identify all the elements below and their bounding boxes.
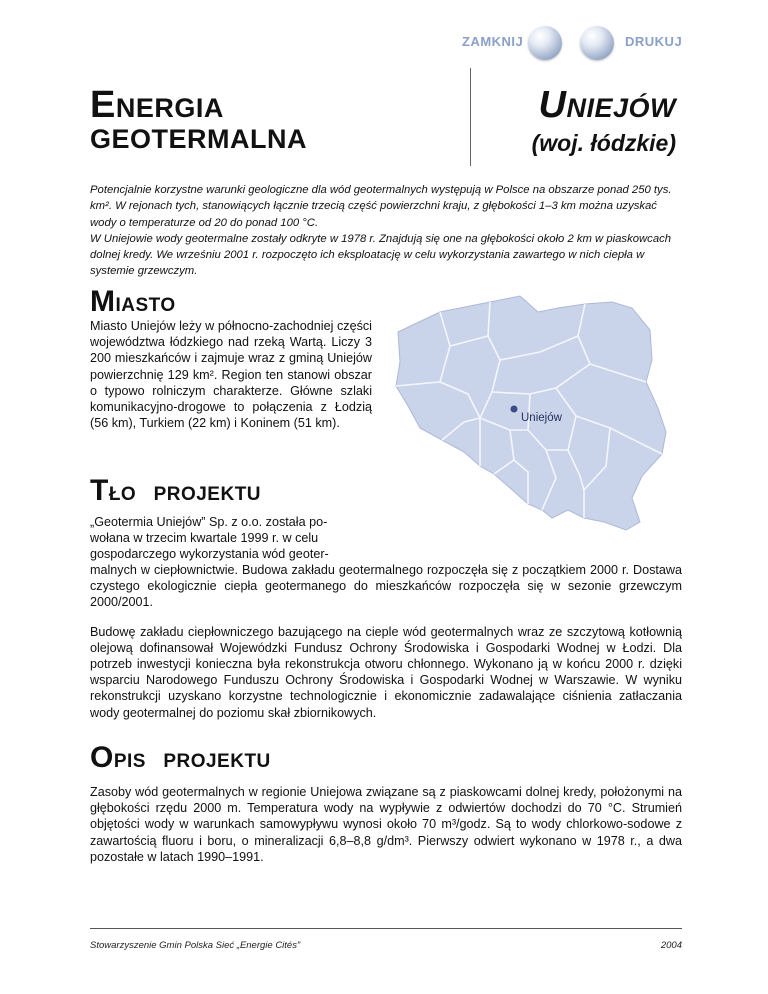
miasto-section bbox=[90, 318, 372, 431]
intro-paragraph-2: W Uniejowie wody geotermalne zostały odkryte w 1978 r. Znajdują się one na głębokości około 2 km w piaskowcach dolnej kredy. We wrześniu 2001 r. rozpoczęto ich eksploatację w celu wykorzystania zawartego w nich ciepła w systemie grzewczym. bbox=[90, 232, 672, 278]
title-initial: E bbox=[90, 84, 116, 126]
location-rest: NIEJÓW bbox=[566, 93, 676, 123]
uniejow-map-label: Uniejów bbox=[521, 412, 562, 424]
poland-map bbox=[380, 290, 690, 560]
close-button[interactable]: ZAMKNIJ bbox=[462, 34, 524, 49]
location-title bbox=[539, 84, 676, 127]
tlo-section bbox=[90, 562, 682, 721]
tlo-line-2: wołana w trzecim kwartale 1999 r. w celu bbox=[90, 531, 319, 546]
heading-rest: PIS bbox=[113, 751, 146, 772]
heading-word2: PROJEKTU bbox=[153, 484, 262, 505]
heading-initial: O bbox=[90, 741, 114, 774]
section-heading-miasto bbox=[90, 285, 176, 319]
title-rest: NERGIA bbox=[115, 93, 224, 123]
close-orb-icon[interactable] bbox=[528, 26, 562, 60]
miasto-paragraph: Miasto Uniejów leży w północno-zachodniej części województwa łódzkiego nad rzeką Wartą. Liczy 3 200 mieszkańców i zajmuje wraz z gminą Uniejów powierzchnię 129 km². Region ten stanowi obszar o typowo rolniczym charakterze. Główne szlaki komunikacyjno-drogowe to połączenia z Łodzią (56 km), Turkiem (22 km) i Koninem (51 km). bbox=[90, 319, 372, 431]
section-heading-tlo bbox=[90, 474, 261, 508]
heading-word2: PROJEKTU bbox=[163, 751, 271, 772]
footer-publisher: Stowarzyszenie Gmin Polska Sieć „Energie Cités” bbox=[90, 940, 301, 951]
tlo-paragraph-1-rest: malnych w ciepłownictwie. Budowa zakładu geotermalnego rozpoczęła się z początkiem 2000 r. Dostawa czystego ekologicznie ciepła geotermanego do mieszkańców rozpoczęła się w sezonie grzewczym 2000/2001. bbox=[90, 563, 682, 610]
tlo-line-3: gospodarczego wykorzystania wód geoter- bbox=[90, 547, 329, 562]
intro-section bbox=[90, 182, 682, 280]
tlo-first-lines bbox=[90, 514, 380, 563]
uniejow-marker-icon bbox=[511, 406, 518, 413]
opis-section bbox=[90, 784, 682, 865]
heading-rest: ŁO bbox=[108, 484, 137, 505]
footer-rule bbox=[90, 928, 682, 929]
location-initial: U bbox=[538, 84, 567, 126]
heading-rest: IASTO bbox=[115, 295, 176, 316]
section-heading-opis bbox=[90, 741, 271, 775]
heading-initial: T bbox=[90, 474, 109, 507]
tlo-paragraph-2: Budowę zakładu ciepłowniczego bazującego na cieple wód geotermalnych wraz ze szczytową kotłownią olejową dofinansował Wojewódzki Fundusz Ochrony Środowiska i Gospodarki Wodnej w Łodzi. Dla potrzeb inwestycji konieczna była rekonstrukcja otworu chłonnego. Wykonano ją w końcu 2000 r. dzięki wsparciu Narodowego Funduszu Ochrony Środowiska i Gospodarki Wodnej w Warszawie. W wyniku rekonstrukcji uzyskano korzystne technologicznie i ekonomicznie zadawalające ciśnienia zatłaczania wody geotermalnej do poziomu skał zbiornikowych. bbox=[90, 624, 682, 720]
page-subtitle: GEOTERMALNA bbox=[90, 124, 307, 154]
intro-paragraph-1: Potencjalnie korzystne warunki geologiczne dla wód geotermalnych występują w Polsce na obszarze ponad 250 tys. km². W rejonach tych, stanowiących łącznie trzecią część powierzchni kraju, z głębokości 1–3 km można uzyskać wody o temperaturze od 20 do ponad 100 °C. bbox=[90, 184, 672, 229]
tlo-line-1: „Geotermia Uniejów” Sp. z o.o. została po- bbox=[90, 515, 328, 529]
print-button[interactable]: DRUKUJ bbox=[625, 34, 683, 49]
footer-year: 2004 bbox=[660, 940, 682, 951]
opis-paragraph: Zasoby wód geotermalnych w regionie Uniejowa związane są z piaskowcami dolnej kredy, położonymi na głębokości rzędu 2000 m. Temperatura wody na wypływie z odwiertów dochodzi do 70 °C. Strumień objętości wody w warunkach samowypływu wynosi około 70 m³/godz. Są to wody chlorkowo-sodowe z zawartością fluoru i boru, o mineralizacji 6,8–8,8 g/dm³. Pierwszy odwiert wykonano w 1978 r., a dwa pozostałe w latach 1990–1991. bbox=[90, 785, 682, 864]
heading-initial: M bbox=[90, 285, 116, 318]
print-orb-icon[interactable] bbox=[580, 26, 614, 60]
header-divider bbox=[470, 68, 471, 166]
region-label: (woj. łódzkie) bbox=[531, 130, 676, 156]
page-title bbox=[90, 84, 224, 127]
